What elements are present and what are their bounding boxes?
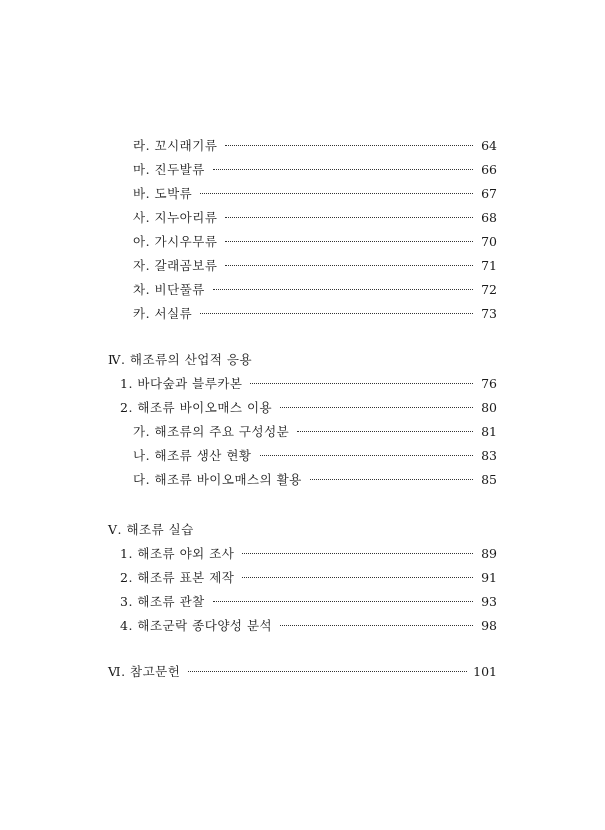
dot-leader <box>280 407 473 408</box>
toc-entry[interactable] <box>133 446 497 466</box>
toc-entry-page: 91 <box>481 570 497 585</box>
toc-entry-label: 차. 비단풀류 <box>133 282 205 297</box>
dot-leader <box>225 265 473 266</box>
toc-entry-label: 가. 해조류의 주요 구성성분 <box>133 424 290 439</box>
toc-entry-label: 마. 진두발류 <box>133 162 205 177</box>
dot-leader <box>213 169 473 170</box>
toc-entry[interactable] <box>120 592 497 612</box>
dot-leader <box>225 145 473 146</box>
toc-entry-page: 73 <box>481 306 497 321</box>
dot-leader <box>200 313 473 314</box>
toc-entry[interactable] <box>120 398 497 418</box>
section-heading-5[interactable]: Ⅴ. 해조류 실습 <box>108 522 194 537</box>
dot-leader <box>242 553 473 554</box>
dot-leader <box>225 217 473 218</box>
dot-leader <box>213 601 473 602</box>
toc-entry[interactable] <box>133 304 497 324</box>
toc-entry-page: 93 <box>481 594 497 609</box>
toc-entry-label: Ⅵ. 참고문헌 <box>108 664 181 679</box>
toc-entry-page: 98 <box>481 618 497 633</box>
toc-entry-label: 아. 가시우무류 <box>133 234 218 249</box>
toc-entry-page: 71 <box>481 258 497 273</box>
toc-entry-label: 2. 해조류 표본 제작 <box>120 570 235 585</box>
toc-entry-label: 바. 도박류 <box>133 186 193 201</box>
toc-entry-label: 1. 해조류 야외 조사 <box>120 546 235 561</box>
toc-entry-label: 3. 해조류 관찰 <box>120 594 205 609</box>
toc-entry-page: 72 <box>481 282 497 297</box>
toc-entry[interactable] <box>133 136 497 156</box>
toc-entry-label: 자. 갈래곰보류 <box>133 258 218 273</box>
toc-entry-page: 85 <box>481 472 497 487</box>
toc-entry[interactable] <box>133 160 497 180</box>
toc-entry[interactable] <box>133 184 497 204</box>
toc-entry-label: 나. 해조류 생산 현황 <box>133 448 252 463</box>
toc-entry-page: 67 <box>481 186 497 201</box>
toc-entry-label: 4. 해조군락 종다양성 분석 <box>120 618 273 633</box>
toc-entry-label: 라. 꼬시래기류 <box>133 138 218 153</box>
section-heading-4[interactable]: Ⅳ. 해조류의 산업적 응용 <box>108 352 253 367</box>
dot-leader <box>310 479 473 480</box>
toc-entry[interactable] <box>133 256 497 276</box>
toc-entry[interactable] <box>133 208 497 228</box>
dot-leader <box>250 383 473 384</box>
toc-entry-page: 76 <box>481 376 497 391</box>
toc-entry-label: 2. 해조류 바이오매스 이용 <box>120 400 273 415</box>
dot-leader <box>242 577 473 578</box>
toc-entry-page: 70 <box>481 234 497 249</box>
toc-entry[interactable] <box>133 422 497 442</box>
toc-entry-page: 101 <box>473 664 497 679</box>
dot-leader <box>280 625 473 626</box>
toc-entry-page: 66 <box>481 162 497 177</box>
dot-leader <box>213 289 473 290</box>
toc-entry[interactable] <box>133 280 497 300</box>
toc-entry[interactable] <box>120 544 497 564</box>
toc-entry-page: 64 <box>481 138 497 153</box>
toc-entry[interactable] <box>133 470 497 490</box>
toc-entry-page: 81 <box>481 424 497 439</box>
toc-entry[interactable] <box>133 232 497 252</box>
dot-leader <box>297 431 473 432</box>
toc-entry-label: 1. 바다숲과 블루카본 <box>120 376 243 391</box>
toc-entry-page: 83 <box>481 448 497 463</box>
toc-entry-label: 다. 해조류 바이오매스의 활용 <box>133 472 302 487</box>
toc-entry[interactable] <box>120 568 497 588</box>
toc-entry-references[interactable] <box>108 662 497 682</box>
dot-leader <box>225 241 473 242</box>
toc-entry-label: 카. 서실류 <box>133 306 193 321</box>
toc-entry[interactable] <box>120 374 497 394</box>
toc-entry-page: 80 <box>481 400 497 415</box>
dot-leader <box>200 193 473 194</box>
dot-leader <box>260 455 474 456</box>
dot-leader <box>188 671 467 672</box>
toc-entry-label: 사. 지누아리류 <box>133 210 218 225</box>
toc-entry-page: 89 <box>481 546 497 561</box>
toc-entry[interactable] <box>120 616 497 636</box>
toc-entry-page: 68 <box>481 210 497 225</box>
